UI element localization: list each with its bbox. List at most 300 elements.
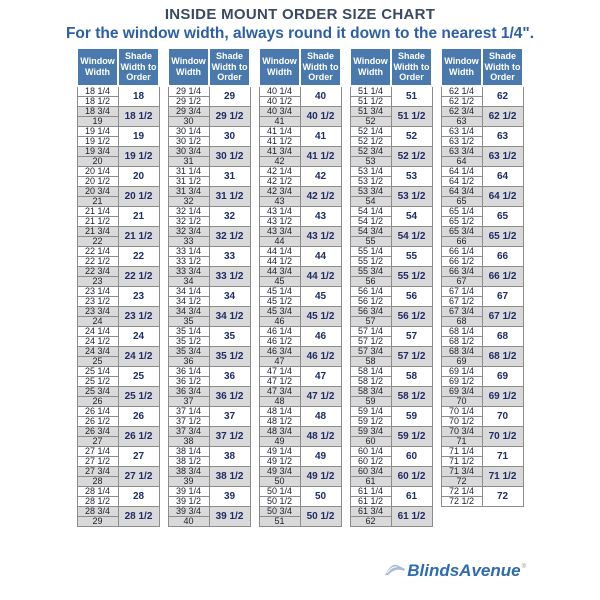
table-row <box>168 427 250 437</box>
shade-width-cell: 70 1/2 <box>482 427 523 447</box>
table-row <box>350 447 432 457</box>
window-width-cell: 32 1/2 <box>168 217 209 227</box>
shade-width-cell: 30 <box>209 127 250 147</box>
table-row <box>259 107 341 117</box>
window-width-cell: 31 <box>168 157 209 167</box>
window-width-cell: 58 <box>350 357 391 367</box>
window-width-cell: 64 1/2 <box>441 177 482 187</box>
window-width-cell: 70 <box>441 397 482 407</box>
window-width-cell: 20 1/2 <box>77 177 118 187</box>
window-width-cell: 53 1/4 <box>350 167 391 177</box>
window-width-cell: 36 3/4 <box>168 387 209 397</box>
table-row <box>77 347 159 357</box>
window-width-cell: 25 <box>77 357 118 367</box>
window-width-cell: 28 1/2 <box>77 497 118 507</box>
shade-width-cell: 35 1/2 <box>209 347 250 367</box>
window-width-cell: 34 3/4 <box>168 307 209 317</box>
window-width-cell: 46 3/4 <box>259 347 300 357</box>
shade-width-cell: 42 <box>300 167 341 187</box>
table-row <box>77 187 159 197</box>
table-row <box>441 427 523 437</box>
window-width-cell: 60 1/4 <box>350 447 391 457</box>
shade-width-cell: 65 <box>482 207 523 227</box>
window-width-cell: 30 1/2 <box>168 137 209 147</box>
shade-width-cell: 18 <box>118 86 159 107</box>
window-width-cell: 29 1/2 <box>168 97 209 107</box>
table-row <box>350 187 432 197</box>
window-width-cell: 39 1/4 <box>168 487 209 497</box>
window-width-cell: 40 3/4 <box>259 107 300 117</box>
shade-width-cell: 48 1/2 <box>300 427 341 447</box>
table-row <box>77 147 159 157</box>
window-width-cell: 49 1/4 <box>259 447 300 457</box>
shade-width-cell: 21 <box>118 207 159 227</box>
window-width-cell: 21 <box>77 197 118 207</box>
shade-width-cell: 24 1/2 <box>118 347 159 367</box>
window-width-header: Window Width <box>77 48 118 86</box>
blinds-avenue-logo <box>384 560 526 579</box>
shade-width-cell: 22 <box>118 247 159 267</box>
window-width-cell: 53 <box>350 157 391 167</box>
window-width-cell: 66 3/4 <box>441 267 482 277</box>
window-width-cell: 40 1/4 <box>259 86 300 97</box>
window-width-cell: 41 <box>259 117 300 127</box>
table-row <box>168 207 250 217</box>
window-width-cell: 34 1/2 <box>168 297 209 307</box>
window-width-cell: 43 <box>259 197 300 207</box>
window-width-cell: 50 1/4 <box>259 487 300 497</box>
table-row <box>259 147 341 157</box>
window-width-cell: 62 1/2 <box>441 97 482 107</box>
shade-width-cell: 62 <box>482 86 523 107</box>
shade-width-cell: 46 1/2 <box>300 347 341 367</box>
window-width-cell: 52 1/2 <box>350 137 391 147</box>
window-width-cell: 56 3/4 <box>350 307 391 317</box>
window-width-cell: 43 1/4 <box>259 207 300 217</box>
window-width-cell: 60 3/4 <box>350 467 391 477</box>
shade-width-cell: 26 <box>118 407 159 427</box>
window-width-cell: 27 3/4 <box>77 467 118 477</box>
window-width-cell: 35 <box>168 317 209 327</box>
table-row <box>77 487 159 497</box>
window-width-cell: 51 <box>259 517 300 527</box>
window-width-cell: 43 3/4 <box>259 227 300 237</box>
window-width-cell: 47 1/2 <box>259 377 300 387</box>
table-row <box>168 107 250 117</box>
window-width-cell: 59 <box>350 397 391 407</box>
shade-width-cell: 53 <box>391 167 432 187</box>
window-width-cell: 40 1/2 <box>259 97 300 107</box>
table-row <box>441 387 523 397</box>
window-width-cell: 19 <box>77 117 118 127</box>
table-row <box>441 86 523 97</box>
window-width-cell: 21 1/4 <box>77 207 118 217</box>
window-width-cell: 50 3/4 <box>259 507 300 517</box>
window-width-cell: 39 3/4 <box>168 507 209 517</box>
window-width-cell: 68 3/4 <box>441 347 482 357</box>
window-width-cell: 29 1/4 <box>168 86 209 97</box>
window-width-cell: 33 1/2 <box>168 257 209 267</box>
window-width-cell: 31 1/4 <box>168 167 209 177</box>
window-width-cell: 37 <box>168 397 209 407</box>
window-width-cell: 41 3/4 <box>259 147 300 157</box>
table-row <box>259 467 341 477</box>
window-width-cell: 24 <box>77 317 118 327</box>
table-row <box>168 347 250 357</box>
shade-width-cell: 59 1/2 <box>391 427 432 447</box>
shade-width-cell: 51 <box>391 86 432 107</box>
window-width-cell: 65 1/4 <box>441 207 482 217</box>
window-width-cell: 62 <box>350 517 391 527</box>
table-row <box>168 387 250 397</box>
table-row <box>77 207 159 217</box>
table-row <box>77 307 159 317</box>
table-row <box>77 327 159 337</box>
window-width-cell: 68 1/4 <box>441 327 482 337</box>
shade-width-cell: 58 <box>391 367 432 387</box>
shade-width-cell: 32 1/2 <box>209 227 250 247</box>
shade-width-cell: 61 1/2 <box>391 507 432 527</box>
window-width-cell: 71 3/4 <box>441 467 482 477</box>
table-row <box>259 387 341 397</box>
window-width-cell: 60 1/2 <box>350 457 391 467</box>
size-table-4 <box>349 47 433 527</box>
table-row <box>259 247 341 257</box>
window-width-cell: 71 1/2 <box>441 457 482 467</box>
table-row <box>259 167 341 177</box>
shade-width-cell: 29 1/2 <box>209 107 250 127</box>
shade-width-cell: 33 1/2 <box>209 267 250 287</box>
window-width-cell: 58 3/4 <box>350 387 391 397</box>
shade-width-cell: 60 <box>391 447 432 467</box>
house-awning-icon <box>384 562 406 581</box>
shade-width-cell: 30 1/2 <box>209 147 250 167</box>
window-width-cell: 51 3/4 <box>350 107 391 117</box>
table-row <box>77 507 159 517</box>
shade-width-cell: 64 1/2 <box>482 187 523 207</box>
window-width-cell: 55 1/4 <box>350 247 391 257</box>
table-row <box>168 227 250 237</box>
table-row <box>441 347 523 357</box>
window-width-cell: 38 <box>168 437 209 447</box>
page-title: INSIDE MOUNT ORDER SIZE CHART <box>164 6 436 23</box>
shade-width-cell: 49 1/2 <box>300 467 341 487</box>
shade-width-cell: 52 <box>391 127 432 147</box>
shade-width-cell: 19 1/2 <box>118 147 159 167</box>
window-width-cell: 57 1/2 <box>350 337 391 347</box>
window-width-cell: 43 1/2 <box>259 217 300 227</box>
window-width-cell: 67 <box>441 277 482 287</box>
window-width-cell: 70 1/2 <box>441 417 482 427</box>
window-width-cell: 27 1/4 <box>77 447 118 457</box>
window-width-cell: 35 3/4 <box>168 347 209 357</box>
window-width-cell: 41 1/2 <box>259 137 300 147</box>
shade-width-cell: 25 <box>118 367 159 387</box>
window-width-cell: 22 1/4 <box>77 247 118 257</box>
shade-width-cell: 56 1/2 <box>391 307 432 327</box>
table-row <box>77 227 159 237</box>
window-width-cell: 34 <box>168 277 209 287</box>
shade-width-cell: 31 <box>209 167 250 187</box>
window-width-cell: 19 1/4 <box>77 127 118 137</box>
window-width-cell: 54 1/2 <box>350 217 391 227</box>
table-row <box>259 347 341 357</box>
window-width-cell: 36 1/4 <box>168 367 209 377</box>
shade-width-cell: 34 1/2 <box>209 307 250 327</box>
shade-width-header: Shade Width to Order <box>482 48 523 86</box>
table-row <box>441 447 523 457</box>
table-row <box>350 467 432 477</box>
shade-width-cell: 51 1/2 <box>391 107 432 127</box>
shade-width-cell: 48 <box>300 407 341 427</box>
table-row <box>168 487 250 497</box>
shade-width-cell: 49 <box>300 447 341 467</box>
shade-width-cell: 27 1/2 <box>118 467 159 487</box>
table-row <box>259 327 341 337</box>
shade-width-header: Shade Width to Order <box>118 48 159 86</box>
window-width-cell: 49 1/2 <box>259 457 300 467</box>
window-width-cell: 61 3/4 <box>350 507 391 517</box>
table-row <box>350 127 432 137</box>
window-width-cell: 19 3/4 <box>77 147 118 157</box>
window-width-cell: 58 1/4 <box>350 367 391 377</box>
window-width-cell: 64 <box>441 157 482 167</box>
window-width-cell: 41 1/4 <box>259 127 300 137</box>
window-width-cell: 57 3/4 <box>350 347 391 357</box>
shade-width-cell: 69 <box>482 367 523 387</box>
shade-width-cell: 55 <box>391 247 432 267</box>
table-row <box>441 187 523 197</box>
table-row <box>77 247 159 257</box>
table-row <box>441 127 523 137</box>
window-width-header: Window Width <box>441 48 482 86</box>
table-row <box>77 427 159 437</box>
table-row <box>77 367 159 377</box>
table-row <box>350 487 432 497</box>
window-width-cell: 23 <box>77 277 118 287</box>
window-width-cell: 26 1/4 <box>77 407 118 417</box>
window-width-cell: 47 3/4 <box>259 387 300 397</box>
table-row <box>168 467 250 477</box>
window-width-cell: 30 1/4 <box>168 127 209 137</box>
shade-width-cell: 58 1/2 <box>391 387 432 407</box>
table-row <box>350 407 432 417</box>
window-width-cell: 31 1/2 <box>168 177 209 187</box>
shade-width-cell: 28 <box>118 487 159 507</box>
table-row <box>77 167 159 177</box>
window-width-cell: 28 <box>77 477 118 487</box>
window-width-cell: 49 <box>259 437 300 447</box>
window-width-cell: 54 <box>350 197 391 207</box>
table-row <box>77 127 159 137</box>
table-row <box>350 167 432 177</box>
shade-width-cell: 20 1/2 <box>118 187 159 207</box>
size-table-1 <box>76 47 160 527</box>
table-row <box>441 267 523 277</box>
shade-width-cell: 47 <box>300 367 341 387</box>
window-width-cell: 37 1/2 <box>168 417 209 427</box>
shade-width-cell: 47 1/2 <box>300 387 341 407</box>
window-width-cell: 27 1/2 <box>77 457 118 467</box>
shade-width-cell: 24 <box>118 327 159 347</box>
window-width-cell: 71 1/4 <box>441 447 482 457</box>
tables-row <box>0 47 600 527</box>
table-row <box>168 327 250 337</box>
window-width-cell: 67 1/4 <box>441 287 482 297</box>
shade-width-cell: 56 <box>391 287 432 307</box>
window-width-cell: 28 1/4 <box>77 487 118 497</box>
window-width-cell: 60 <box>350 437 391 447</box>
table-row <box>350 507 432 517</box>
shade-width-cell: 45 1/2 <box>300 307 341 327</box>
shade-width-cell: 33 <box>209 247 250 267</box>
shade-width-cell: 27 <box>118 447 159 467</box>
window-width-cell: 62 3/4 <box>441 107 482 117</box>
window-width-cell: 42 <box>259 157 300 167</box>
size-table-2 <box>167 47 251 527</box>
table-row <box>168 187 250 197</box>
window-width-cell: 24 3/4 <box>77 347 118 357</box>
shade-width-cell: 62 1/2 <box>482 107 523 127</box>
window-width-cell: 56 <box>350 277 391 287</box>
window-width-cell: 47 <box>259 357 300 367</box>
shade-width-cell: 39 <box>209 487 250 507</box>
window-width-cell: 26 <box>77 397 118 407</box>
window-width-cell: 45 <box>259 277 300 287</box>
window-width-cell: 66 <box>441 237 482 247</box>
window-width-cell: 67 3/4 <box>441 307 482 317</box>
shade-width-cell: 71 <box>482 447 523 467</box>
shade-width-cell: 43 1/2 <box>300 227 341 247</box>
shade-width-cell: 36 1/2 <box>209 387 250 407</box>
window-width-cell: 68 <box>441 317 482 327</box>
window-width-cell: 61 1/4 <box>350 487 391 497</box>
table-row <box>441 147 523 157</box>
shade-width-cell: 31 1/2 <box>209 187 250 207</box>
shade-width-cell: 54 1/2 <box>391 227 432 247</box>
shade-width-cell: 57 1/2 <box>391 347 432 367</box>
window-width-cell: 50 1/2 <box>259 497 300 507</box>
window-width-cell: 58 1/2 <box>350 377 391 387</box>
window-width-cell: 61 <box>350 477 391 487</box>
window-width-cell: 44 1/2 <box>259 257 300 267</box>
shade-width-cell: 68 1/2 <box>482 347 523 367</box>
window-width-cell: 29 3/4 <box>168 107 209 117</box>
shade-width-cell: 40 1/2 <box>300 107 341 127</box>
window-width-cell: 31 3/4 <box>168 187 209 197</box>
window-width-cell: 29 <box>77 517 118 527</box>
table-row <box>350 247 432 257</box>
table-row <box>350 427 432 437</box>
shade-width-cell: 38 1/2 <box>209 467 250 487</box>
shade-width-cell: 38 <box>209 447 250 467</box>
shade-width-cell: 52 1/2 <box>391 147 432 167</box>
table-row <box>441 167 523 177</box>
shade-width-cell: 65 1/2 <box>482 227 523 247</box>
table-row <box>168 147 250 157</box>
table-row <box>259 407 341 417</box>
table-row <box>168 267 250 277</box>
window-width-cell: 24 1/2 <box>77 337 118 347</box>
table-row <box>441 247 523 257</box>
window-width-cell: 27 <box>77 437 118 447</box>
window-width-cell: 56 1/4 <box>350 287 391 297</box>
window-width-cell: 38 3/4 <box>168 467 209 477</box>
window-width-cell: 54 1/4 <box>350 207 391 217</box>
table-row <box>168 367 250 377</box>
window-width-cell: 45 1/4 <box>259 287 300 297</box>
window-width-cell: 57 <box>350 317 391 327</box>
window-width-cell: 30 3/4 <box>168 147 209 157</box>
window-width-cell: 36 1/2 <box>168 377 209 387</box>
window-width-cell: 42 3/4 <box>259 187 300 197</box>
window-width-cell: 59 1/2 <box>350 417 391 427</box>
window-width-cell: 72 <box>441 477 482 487</box>
table-row <box>350 147 432 157</box>
table-row <box>350 327 432 337</box>
window-width-cell: 32 1/4 <box>168 207 209 217</box>
shade-width-cell: 19 <box>118 127 159 147</box>
window-width-cell: 20 1/4 <box>77 167 118 177</box>
shade-width-cell: 39 1/2 <box>209 507 250 527</box>
window-width-cell: 37 3/4 <box>168 427 209 437</box>
window-width-cell: 21 3/4 <box>77 227 118 237</box>
window-width-cell: 48 3/4 <box>259 427 300 437</box>
size-table-3 <box>258 47 342 527</box>
table-row <box>77 107 159 117</box>
window-width-cell: 23 1/2 <box>77 297 118 307</box>
table-row <box>259 207 341 217</box>
shade-width-cell: 44 1/2 <box>300 267 341 287</box>
shade-width-cell: 18 1/2 <box>118 107 159 127</box>
window-width-cell: 22 <box>77 237 118 247</box>
window-width-cell: 63 1/2 <box>441 137 482 147</box>
table-row <box>259 187 341 197</box>
shade-width-cell: 36 <box>209 367 250 387</box>
table-row <box>441 307 523 317</box>
table-row <box>259 127 341 137</box>
shade-width-header: Shade Width to Order <box>391 48 432 86</box>
window-width-cell: 67 1/2 <box>441 297 482 307</box>
window-width-cell: 28 3/4 <box>77 507 118 517</box>
window-width-cell: 51 1/4 <box>350 86 391 97</box>
table-row <box>168 287 250 297</box>
table-row <box>441 467 523 477</box>
shade-width-cell: 34 <box>209 287 250 307</box>
window-width-cell: 61 1/2 <box>350 497 391 507</box>
window-width-header: Window Width <box>350 48 391 86</box>
table-row <box>350 287 432 297</box>
window-width-cell: 64 3/4 <box>441 187 482 197</box>
window-width-cell: 65 <box>441 197 482 207</box>
table-row <box>259 287 341 297</box>
window-width-cell: 37 1/4 <box>168 407 209 417</box>
window-width-cell: 59 1/4 <box>350 407 391 417</box>
window-width-cell: 66 1/2 <box>441 257 482 267</box>
shade-width-cell: 54 <box>391 207 432 227</box>
window-width-cell: 63 1/4 <box>441 127 482 137</box>
window-width-cell: 20 <box>77 157 118 167</box>
table-row <box>441 107 523 117</box>
table-row <box>350 307 432 317</box>
window-width-cell: 35 1/4 <box>168 327 209 337</box>
window-width-cell: 44 <box>259 237 300 247</box>
window-width-cell: 38 1/4 <box>168 447 209 457</box>
table-row <box>168 86 250 97</box>
shade-width-cell: 50 1/2 <box>300 507 341 527</box>
window-width-cell: 69 <box>441 357 482 367</box>
window-width-cell: 71 <box>441 437 482 447</box>
